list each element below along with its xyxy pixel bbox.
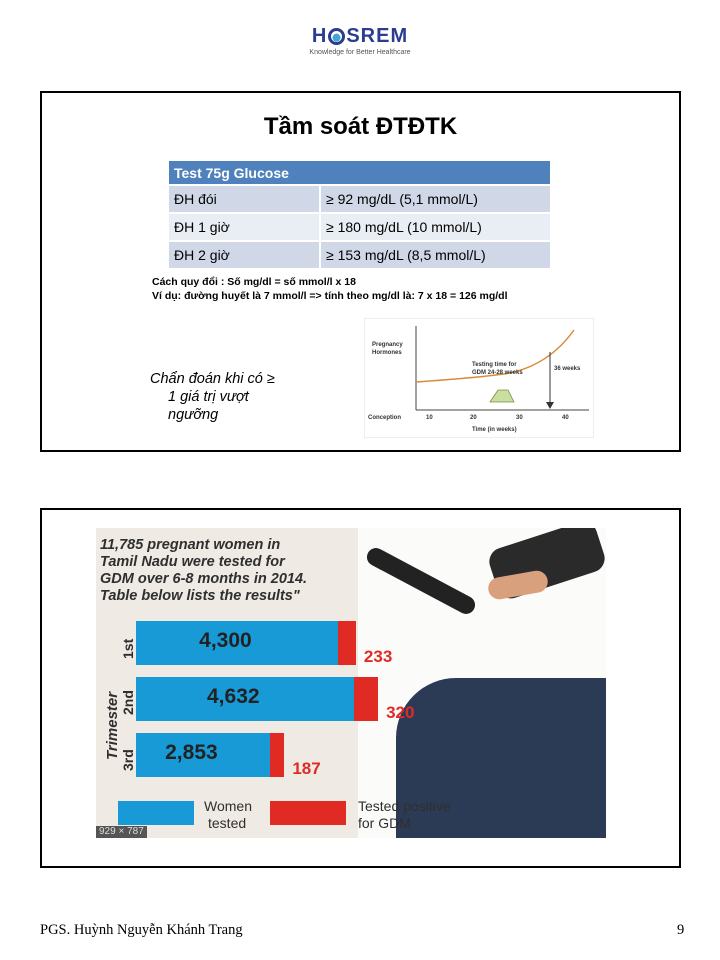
x-tick-label: 10 [426, 415, 433, 421]
logo-tagline: Knowledge for Better Healthcare [309, 49, 411, 56]
legend-label-positive [358, 798, 451, 832]
conversion-rule: Cách quy đổi : Số mg/dl = số mmol/l x 18 [152, 276, 356, 288]
legend-label-tested [204, 798, 252, 832]
diagnosis-line: Chẩn đoán khi có ≥ [150, 371, 275, 387]
x-tick-label: 40 [562, 415, 569, 421]
legend-text: tested [208, 815, 247, 831]
bar-value-label-positive: 320 [386, 703, 415, 722]
legend-text: Tested positive [358, 798, 451, 814]
table-header: Test 75g Glucose [169, 161, 550, 184]
trimester-label: 3rd [120, 749, 136, 771]
bar-tested-positive [270, 733, 284, 777]
bar-value-label-tested: 4,300 [199, 629, 252, 652]
row-value: ≥ 180 mg/dL (10 mmol/L) [321, 214, 550, 240]
legend-text: for GDM [358, 815, 411, 831]
bar-value-label-tested: 2,853 [165, 741, 218, 764]
logo-letters-srem: SREM [346, 25, 409, 47]
footer-author: PGS. Huỳnh Nguyễn Khánh Trang [40, 922, 243, 938]
gdm-infographic [96, 528, 606, 838]
table-row [169, 186, 550, 212]
row-value: ≥ 153 mg/dL (8,5 mmol/L) [321, 242, 550, 268]
conversion-note [152, 275, 508, 303]
row-label: ĐH 2 giờ [169, 242, 321, 268]
headline-line: Tamil Nadu were tested for [100, 554, 285, 570]
page-number: 9 [677, 922, 685, 938]
table-row [169, 214, 550, 240]
hosrem-logo [300, 24, 420, 66]
row-label: ĐH đói [169, 186, 321, 212]
bar-value-label-positive: 187 [292, 759, 321, 778]
y-axis-label: Pregnancy [372, 342, 403, 348]
hormone-timeline-chart [364, 318, 594, 438]
glucose-threshold-table [169, 159, 550, 270]
x-tick-label: 20 [470, 415, 477, 421]
trimester-axis-label: Trimester [104, 691, 121, 760]
row-value: ≥ 92 mg/dL (5,1 mmol/L) [321, 186, 550, 212]
headline-line: GDM over 6-8 months in 2014. [100, 571, 308, 587]
table-row [169, 242, 550, 268]
legend-text: Women [204, 798, 252, 814]
bar-value-label-positive: 233 [363, 647, 393, 666]
infographic-headline [100, 537, 350, 605]
legend-swatch-positive [270, 801, 346, 825]
slide-tamil-nadu-results [40, 508, 681, 868]
conversion-example: Ví dụ: đường huyết là 7 mmol/l => tính theo mg/dl là: 7 x 18 = 126 mg/dl [152, 290, 508, 302]
logo-letter-h: H [311, 25, 328, 47]
testing-time-label: Testing time for [472, 362, 517, 368]
row-label: ĐH 1 giờ [169, 214, 321, 240]
diagnosis-text [150, 370, 298, 424]
slide-screening [40, 91, 681, 452]
x-axis-start-label: Conception [368, 415, 401, 421]
headline-line: Table below lists the results" [100, 588, 300, 604]
bar-tested-positive [338, 621, 356, 665]
legend-swatch-tested [118, 801, 194, 825]
logo-wordmark [300, 24, 420, 48]
diagnosis-line: ngưỡng [168, 407, 219, 423]
globe-icon [328, 28, 345, 45]
bar-tested-positive [354, 677, 378, 721]
headline-line: 11,785 pregnant women in [100, 537, 281, 553]
trimester-label: 1st [120, 638, 136, 659]
slide-title: Tầm soát ĐTĐTK [263, 113, 458, 140]
bar-value-label-tested: 4,632 [207, 685, 260, 708]
y-axis-label: Hormones [372, 350, 402, 356]
x-tick-label: 30 [516, 415, 523, 421]
testing-time-label: GDM 24-28 weeks [472, 370, 523, 376]
trimester-label: 2nd [120, 690, 136, 715]
diagnosis-line: 1 giá trị vượt [168, 389, 249, 405]
week36-label: 36 weeks [554, 366, 581, 372]
x-axis-label: Time (in weeks) [472, 427, 517, 433]
image-size-tag: 929 × 787 [96, 826, 147, 838]
